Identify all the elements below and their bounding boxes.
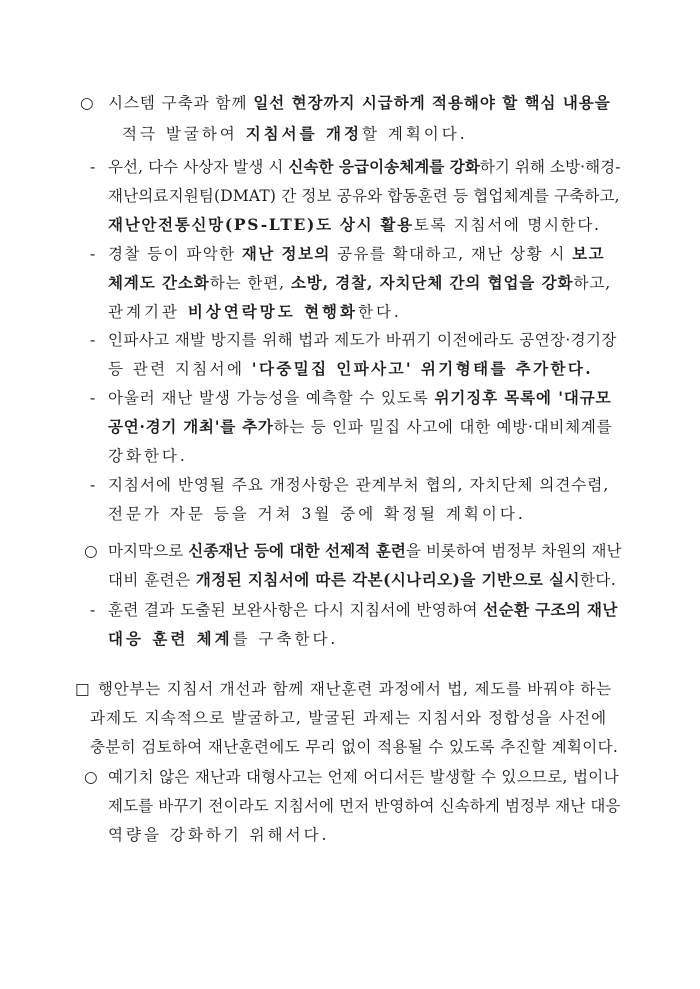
- text-line: 과제도 지속적으로 발굴하고, 발굴된 과제는 지침서와 정합성을 사전에: [90, 709, 608, 727]
- text-line: 지침서에 반영될 주요 개정사항은 관계부처 협의, 자치단체 의견수렴,: [108, 476, 610, 494]
- text-line: 경찰 등이 파악한 재난 정보의 공유를 확대하고, 재난 상황 시 보고: [108, 244, 605, 263]
- circle-marker: ○: [84, 768, 98, 786]
- text-line: 우선, 다수 사상자 발생 시 신속한 응급이송체계를 강화하기 위해 소방·해경-: [108, 157, 621, 176]
- text-line: 대응 훈련 체계를 구축한다.: [108, 629, 339, 648]
- text-line: 역량을 강화하기 위해서다.: [108, 826, 330, 844]
- text-line: 강화한다.: [108, 447, 188, 465]
- text-line: 제도를 바꾸기 전이라도 지침서에 먼저 반영하여 신속하게 범정부 재난 대응: [108, 797, 621, 815]
- text-line: 전문가 자문 등을 거쳐 3월 중에 확정될 계획이다.: [108, 505, 526, 523]
- text-line: 마지막으로 신종재난 등에 대한 선제적 훈련을 비롯하여 범정부 차원의 재난: [108, 541, 622, 560]
- text-line: 체계도 간소화하는 한편, 소방, 경찰, 자치단체 간의 협업을 강화하고,: [108, 273, 612, 292]
- text-line: 관계기관 비상연락망도 현행화한다.: [108, 302, 402, 321]
- text-line: 적극 발굴하여 지침서를 개정할 계획이다.: [122, 124, 468, 143]
- text-line: 예기치 않은 재난과 대형사고는 언제 어디서든 발생할 수 있으므로, 법이나: [108, 768, 619, 786]
- circle-marker: ○: [80, 94, 94, 112]
- square-marker: □: [75, 680, 90, 698]
- text-line: 재난의료지원팀(DMAT) 간 정보 공유와 합동훈련 등 협업체계를 구축하고,: [108, 187, 620, 205]
- text-line: 시스템 구축과 함께 일선 현장까지 시급하게 적용해야 할 핵심 내용을: [108, 93, 611, 112]
- dash-marker: -: [90, 331, 96, 349]
- text-line: 공연·경기 개최'를 추가하는 등 인파 밀집 사고에 대한 예방·대비체계를: [108, 417, 613, 436]
- text-line: 대비 훈련은 개정된 지침서에 따른 각본(시나리오)을 기반으로 실시한다.: [108, 570, 617, 589]
- text-line: 등 관련 지침서에 '다중밀집 인파사고' 위기형태를 추가한다.: [108, 359, 594, 378]
- dash-marker: -: [90, 158, 96, 176]
- text-line: 재난안전통신망(PS-LTE)도 상시 활용토록 지침서에 명시한다.: [108, 215, 601, 234]
- text-line: 아울러 재난 발생 가능성을 예측할 수 있도록 위기징후 목록에 '대규모: [108, 388, 612, 407]
- text-line: 충분히 검토하여 재난훈련에도 무리 없이 적용될 수 있도록 추진할 계획이다.: [90, 738, 619, 756]
- dash-marker: -: [90, 601, 96, 619]
- dash-marker: -: [90, 476, 96, 494]
- dash-marker: -: [90, 389, 96, 407]
- circle-marker: ○: [84, 542, 98, 560]
- text-line: 인파사고 재발 방지를 위해 법과 제도가 바뀌기 이전에라도 공연장·경기장: [108, 331, 617, 349]
- dash-marker: -: [90, 245, 96, 263]
- text-line: 훈련 결과 도출된 보완사항은 다시 지침서에 반영하여 선순환 구조의 재난: [108, 600, 618, 619]
- text-line: 행안부는 지침서 개선과 함께 재난훈련 과정에서 법, 제도를 바꿔야 하는: [98, 680, 612, 698]
